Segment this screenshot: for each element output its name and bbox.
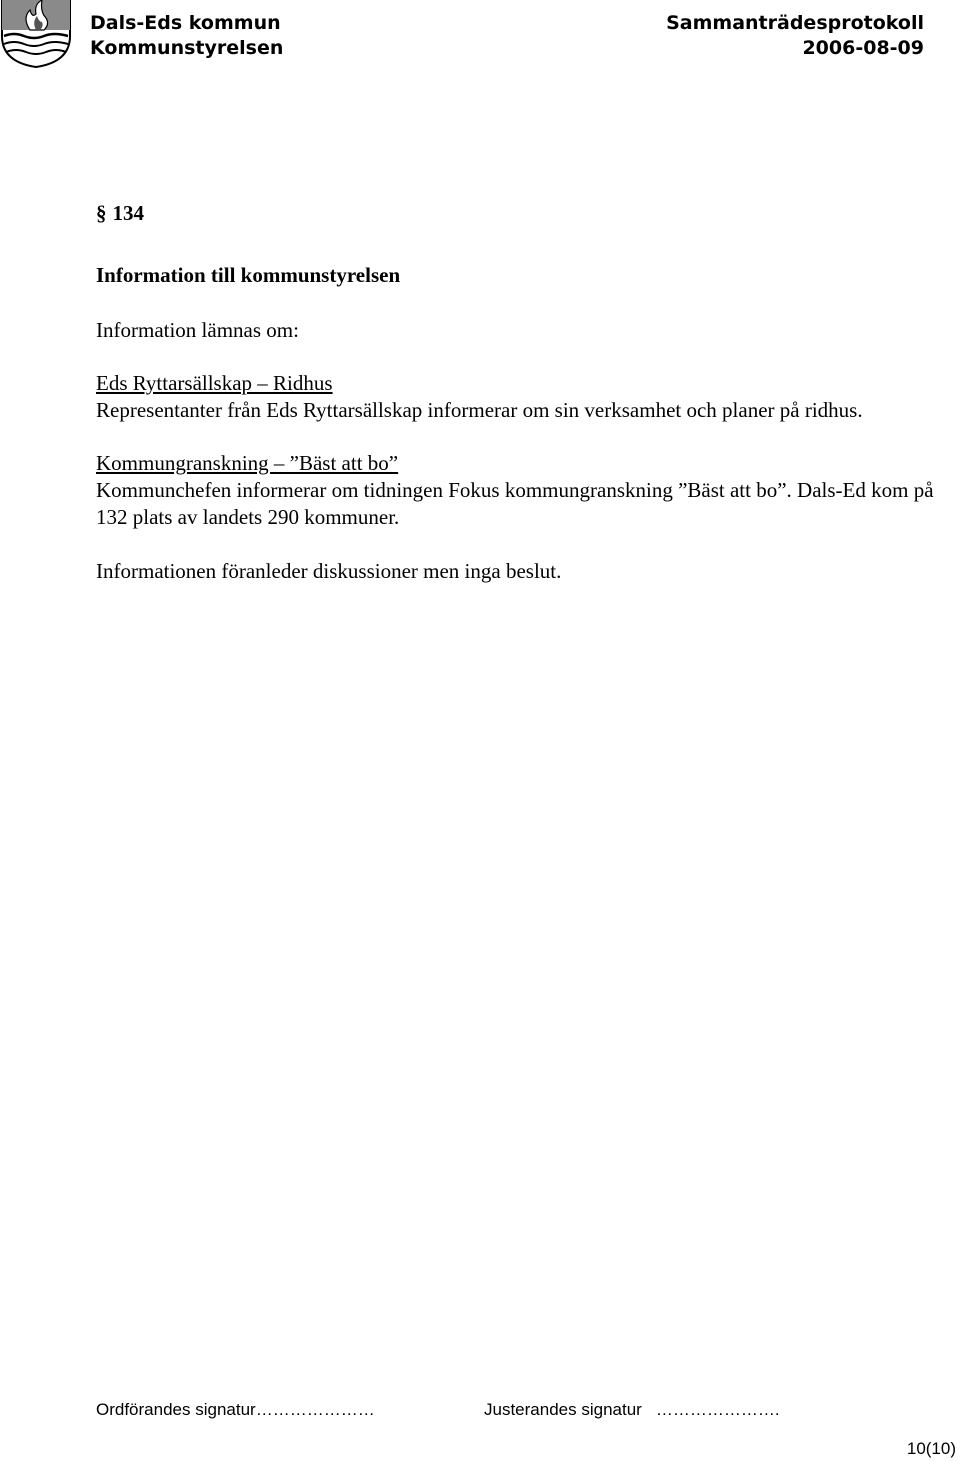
- info-item: [96, 450, 936, 531]
- section-sign: §: [96, 201, 107, 225]
- page-number: 10(10): [906, 1439, 956, 1458]
- info-item-heading: Eds Ryttarsällskap – Ridhus: [96, 371, 333, 395]
- header-right: [666, 11, 924, 61]
- document-type: Sammanträdesprotokoll: [666, 12, 924, 34]
- info-item-text: Kommunchefen informerar om tidningen Fokus kommungranskning ”Bäst att bo”. Dals-Ed kom på 132 plats av landets 290 kommuner.: [96, 478, 934, 529]
- info-item-text: Representanter från Eds Ryttarsällskap informerar om sin verksamhet och planer på ridhus.: [96, 398, 863, 422]
- info-item: [96, 370, 936, 424]
- municipality-name: Dals-Eds kommun: [90, 12, 281, 34]
- municipal-coat-of-arms-icon: [0, 0, 72, 68]
- protocol-section: [96, 200, 936, 585]
- section-intro: Information lämnas om:: [96, 318, 299, 342]
- meeting-date: 2006-08-09: [802, 37, 924, 59]
- paragraph-number-value: 134: [112, 201, 144, 225]
- info-item-heading-row: [96, 450, 936, 477]
- section-title: Information till kommunstyrelsen: [96, 263, 401, 287]
- paragraph-number: [96, 200, 936, 232]
- adjuster-signature-line: ………………….: [655, 1400, 780, 1419]
- chair-signature: Ordförandes signatur…………………: [96, 1400, 375, 1419]
- header-left: [90, 11, 283, 61]
- info-item-heading: Kommungranskning – ”Bäst att bo”: [96, 451, 399, 475]
- section-conclusion: Informationen föranleder diskussioner men inga beslut.: [96, 559, 562, 583]
- committee-name: Kommunstyrelsen: [90, 37, 284, 59]
- adjuster-signature: [484, 1399, 780, 1421]
- adjuster-signature-label: Justerandes signatur: [484, 1400, 642, 1419]
